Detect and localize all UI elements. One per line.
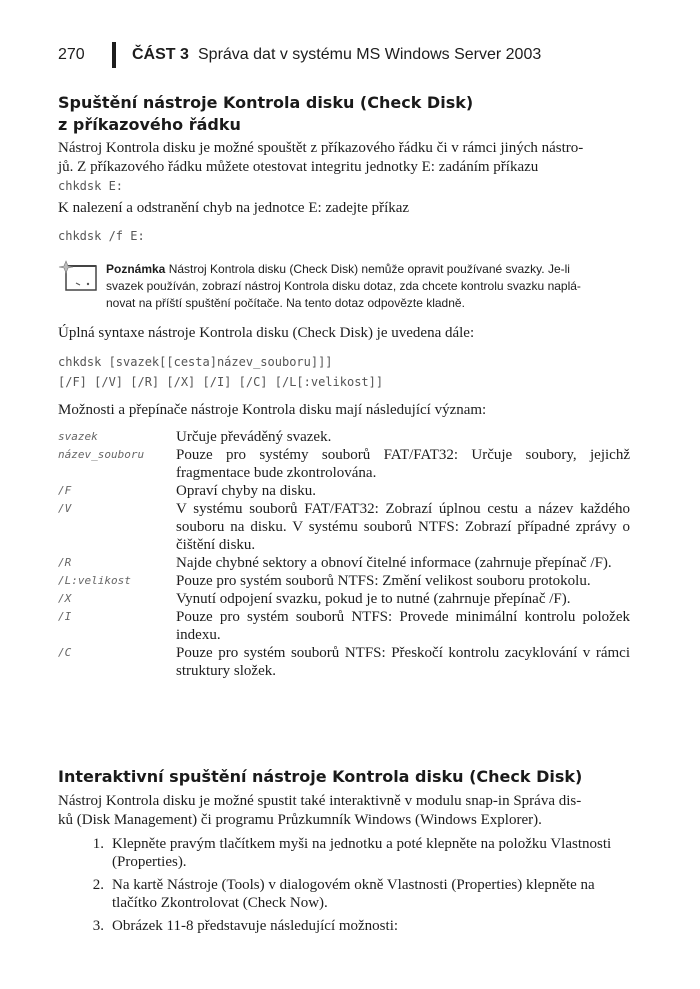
step-number: 3. <box>92 918 104 934</box>
step-text: Obrázek 11-8 představuje následující možnosti: <box>112 918 399 934</box>
steps-list <box>58 835 630 940</box>
option-desc: Najde chybné sektory a obnoví čitelné informace (zahrnuje přepínač /F). <box>176 555 612 571</box>
section-heading-cmdline: Spuštění nástroje Kontrola disku (Check Disk) z příkazového řádku <box>58 93 474 134</box>
syntax-line-1: chkdsk [svazek[[cesta]název_souboru]]] <box>58 355 333 369</box>
option-row <box>58 446 638 482</box>
option-row <box>58 428 638 446</box>
step-number: 1. <box>92 836 104 852</box>
option-row <box>58 644 638 680</box>
list-item <box>58 876 630 912</box>
option-desc: Pouze pro systém souborů NTFS: Provede minimální kontrolu položek indexu. <box>176 609 630 643</box>
syntax-line-2: [/F] [/V] [/R] [/X] [/I] [/C] [/L[:velikost]] <box>58 375 384 389</box>
option-desc: Určuje převáděný svazek. <box>176 429 332 445</box>
option-desc: Opraví chyby na disku. <box>176 483 316 499</box>
intro-paragraph: Nástroj Kontrola disku je možné spouštět z příkazového řádku či v rámci jiných nástro- jů. Z příkazového řádku můžete otestovat integritu jednotky E: zadáním příkazu <box>58 140 584 175</box>
section-heading-interactive: Interaktivní spuštění nástroje Kontrola disku (Check Disk) <box>58 767 583 786</box>
option-row <box>58 500 638 554</box>
options-intro: Možnosti a přepínače nástroje Kontrola disku mají následující význam: <box>58 402 487 418</box>
step-number: 2. <box>92 877 104 893</box>
option-key: svazek <box>58 430 98 443</box>
step-text: Klepněte pravým tlačítkem myši na jednotku a poté klepněte na položku Vlastnosti (Properties). <box>112 836 612 870</box>
command-chkdsk-fix: chkdsk /f E: <box>58 229 145 243</box>
option-desc: Pouze pro systém souborů NTFS: Přeskočí kontrolu zacyklování v rámci struktury složek. <box>176 645 630 679</box>
options-list <box>58 428 638 680</box>
note-text: Poznámka Nástroj Kontrola disku (Check Disk) nemůže opravit používané svazky. Je-li svazek používán, zobrazí nástroj Kontrola disku dotaz, zda chcete kontrolu svazku naplá- novat na příští spuštění počítače. Na tento dotaz odpovězte kladně. <box>106 262 581 310</box>
part-label: ČÁST 3 <box>132 46 189 63</box>
option-key: /C <box>58 646 72 659</box>
option-row <box>58 590 638 608</box>
option-key: /I <box>58 610 72 623</box>
repair-instruction: K nalezení a odstranění chyb na jednotce E: zadejte příkaz <box>58 200 410 216</box>
option-key: /F <box>58 484 72 497</box>
option-key: /L:velikost <box>58 574 131 587</box>
header-title: Správa dat v systému MS Windows Server 2003 <box>198 46 542 63</box>
note-icon <box>58 255 100 297</box>
option-row <box>58 482 638 500</box>
option-row <box>58 554 638 572</box>
note-label: Poznámka <box>106 262 166 276</box>
page-header <box>58 40 658 70</box>
option-row <box>58 608 638 644</box>
list-item <box>58 835 630 871</box>
option-key: název_souboru <box>58 448 145 461</box>
interactive-intro: Nástroj Kontrola disku je možné spustit také interaktivně v modulu snap-in Správa dis- ků (Disk Management) či programu Průzkumník Windows (Windows Explorer). <box>58 793 582 828</box>
option-key: /X <box>58 592 72 605</box>
step-text: Na kartě Nástroje (Tools) v dialogovém okně Vlastnosti (Properties) klepněte na tlačítko Zkontrolovat (Check Now). <box>112 877 595 911</box>
page-number: 270 <box>58 46 85 63</box>
header-divider <box>112 42 116 68</box>
note-box <box>58 255 638 315</box>
syntax-intro: Úplná syntaxe nástroje Kontrola disku (Check Disk) je uvedena dále: <box>58 325 475 341</box>
option-desc: Vynutí odpojení svazku, pokud je to nutné (zahrnuje přepínač /F). <box>176 591 571 607</box>
option-key: /R <box>58 556 72 569</box>
list-item <box>58 917 630 935</box>
option-desc: Pouze pro systémy souborů FAT/FAT32: Určuje soubory, jejichž fragmentace bude zkontrolována. <box>176 447 630 481</box>
command-chkdsk: chkdsk E: <box>58 179 124 193</box>
option-desc: V systému souborů FAT/FAT32: Zobrazí úplnou cestu a název každého souboru na disku. V systému souborů NTFS: Zobrazí případné zprávy o čištění disku. <box>176 501 630 553</box>
option-desc: Pouze pro systém souborů NTFS: Změní velikost souboru protokolu. <box>176 573 591 589</box>
option-key: /V <box>58 502 72 515</box>
option-row <box>58 572 638 590</box>
